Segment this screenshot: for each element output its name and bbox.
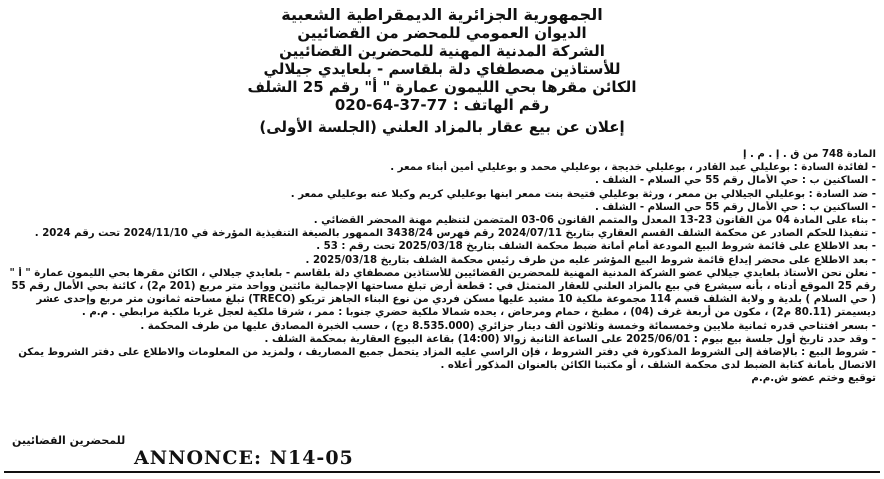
body-line: - بعد الاطلاع على قائمة شروط البيع المودعة أمام أمانة ضبط محكمة الشلف بتاريخ 2025/03/18 تحت رقم : 53 . <box>316 241 876 253</box>
body-line: - بعد الاطلاع على محضر إيداع قائمة شروط البيع المؤشر عليه من طرف رئيس محكمة الشلف بتاريخ 2025/03/18 . <box>305 254 876 266</box>
bailiffs-names: للأستاذين مصطفاي دلة بلقاسم - بلعايدي جيلالي <box>263 60 621 78</box>
office-address: الكائن مقرها بحي الليمون عمارة " أ" رقم 25 الشلف <box>247 78 637 96</box>
body-line: - بناء على المادة 04 من القانون 23-13 المعدل والمتمم القانون 06-03 المتضمن لتنظيم مهنة المحضر القضائي . <box>313 215 876 227</box>
republic-title: الجمهورية الجزائرية الديمقراطية الشعبية <box>281 5 603 24</box>
phone-line <box>154 96 730 114</box>
body-paragraph: - شروط البيع : بالإضافة إلى الشروط المذكورة في دفتر الشروط ، فإن الراسي عليه المزاد يتحمل جميع المصاريف ، ولمزيد من المعلومات والاطلاع على دفتر الشروط يمكن الاتصال بأمانة كتابة الضبط لدى محكمة الشلف ، أو مكتبنا الكائن بالعنوان المذكور أعلاه . <box>18 347 876 372</box>
signature: للمحضرين القضائيين <box>12 434 126 447</box>
body-paragraph: - نعلن نحن الأستاذ بلعايدي جيلالي عضو الشركة المدنية المهنية للمحضرين القضائيين للأستاذين مصطفاي دلة بلقاسم - بلعايدي جيلالي ، الكائن مقرها بحي الليمون عمارة " أ " رقم 25 الموقع أدناه ، بأنه سيشرع في بيع بالمزاد العلني للعقار المتمثل في : قطعة أرض تبلغ مساحتها الإجمالية مائتين وواحد متر مربع (201 م2) ، كائنة بحي الأمال رقم 55 ( حي السلام ) بلدية و ولاية الشلف قسم 114 مجموعة ملكية 10 مشيد عليها مسكن فردي من نوع البناء الجاهز تريكو (TRECO) تبلغ مساحته ثمانون متر مربع وإحدى عشر ديسيمتر (80.11 م2) ، مكون من أربعة غرف (04) ، مطبخ ، حمام ومرحاض ، يحده شمالا ملكية حضري جنوبا : ممر ، شرقا ملكية لعجل غربا ملكية مرابطي . م.م . <box>9 267 876 319</box>
body-line: - الساكنين ب : حي الأمال رقم 55 حي السلام - الشلف . <box>594 175 876 187</box>
body-line: - تنفيذا للحكم الصادر عن محكمة الشلف القسم العقاري بتاريخ 2024/07/11 رقم فهرس 3438/24 الممهور بالصيغة التنفيذية المؤرخة في 2024/11/10 تحت رقم 2024 . <box>34 228 876 240</box>
body-line: المادة 748 من ق . إ . م . إ <box>742 149 876 160</box>
body-line: - وقد حدد تاريخ أول جلسة بيع بيوم : 2025/06/01 على الساعة الثانية زوالا (14:00) بقاعة البيوع العقارية بمحكمة الشلف . <box>264 333 876 345</box>
bottom-rule <box>4 471 880 473</box>
notice-body <box>8 148 876 386</box>
notice-footer <box>4 429 880 473</box>
annonce-number: ANNONCE: N14-05 <box>134 447 354 469</box>
phone-label: رقم الهاتف : <box>452 96 550 114</box>
body-line: - ضد السادة : بوعليلي الجيلالي بن ممعر ، ورثة بوعليلي فتيحة بنت ممعر ابنها بوعليلي كريم وكيلا عنه بوعليلي ممعر . <box>290 188 876 200</box>
notice-title: إعلان عن بيع عقار بالمزاد العلني (الجلسة الأولى) <box>259 118 625 136</box>
company-title: الشركة المدنية المهنية للمحضرين القضائيين <box>279 42 605 60</box>
body-line: - لفائدة السادة : بوعليلي عبد القادر ، بوعليلي خديجة ، بوعليلي محمد و بوعليلي أمين أبناء ممعر . <box>390 162 876 174</box>
body-line: - بسعر افتتاحي قدره ثمانية ملايين وخمسمائة وخمسة وثلاثون ألف دينار جزائري (8.535.000 دج) ، حسب الخبرة المصادق عليها من طرف المحكمة . <box>140 320 876 332</box>
notice-header <box>154 6 730 136</box>
legal-notice <box>4 6 880 473</box>
body-line: توقيع وختم عضو ش.م.م <box>751 373 876 385</box>
office-title: الديوان العمومي للمحضر من القضائيين <box>297 24 587 42</box>
body-line: - الساكنين ب : حي الأمال رقم 55 حي السلام - الشلف . <box>594 201 876 213</box>
phone-number: 020-64-37-77 <box>334 96 448 114</box>
